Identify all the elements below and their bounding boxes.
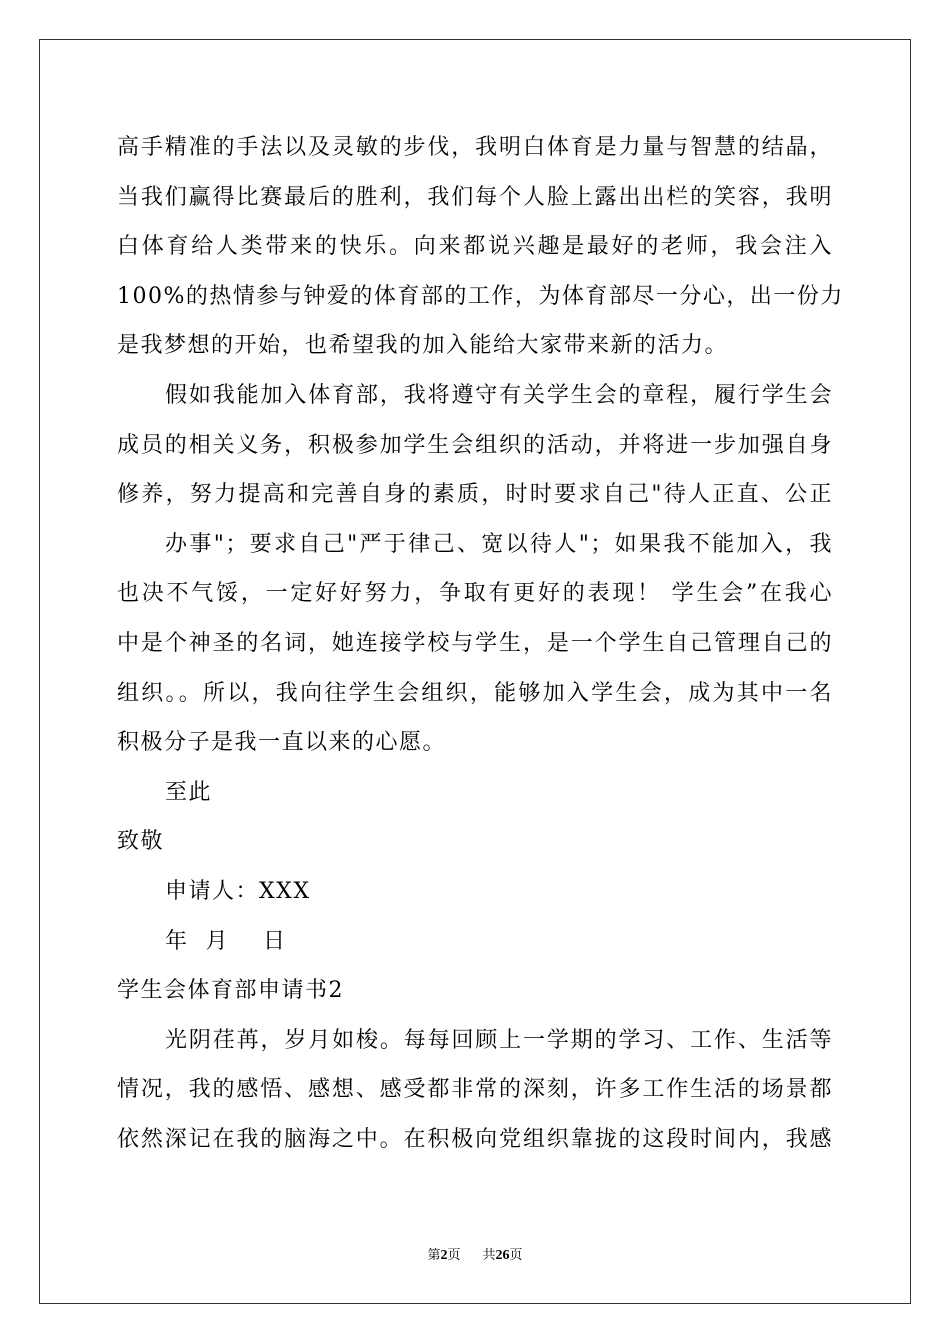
applicant-name: 申请人：XXX: [165, 878, 311, 904]
total-suffix: 页: [509, 1248, 523, 1263]
text-line: 100%的热情参与钟爱的体育部的工作，为体育部尽一分心，出一份力: [117, 283, 844, 309]
text-line: 情况，我的感悟、感想、感受都非常的深刻，许多工作生活的场景都: [117, 1077, 833, 1103]
text-line: 假如我能加入体育部，我将遵守有关学生会的章程，履行学生会: [165, 382, 833, 408]
page-number: 2: [440, 1248, 448, 1263]
date-line: 年 月 日: [165, 928, 287, 954]
page-prefix: 第: [427, 1248, 441, 1263]
text-line: 成员的相关义务，积极参加学生会组织的活动，并将进一步加强自身: [117, 432, 833, 458]
closing-phrase: 至此: [165, 779, 213, 805]
text-line: 也决不气馁，一定好好努力，争取有更好的表现！ 学生会”在我心: [117, 581, 833, 607]
page-footer: [0, 1246, 950, 1266]
text-line: 光阴荏苒，岁月如梭。每每回顾上一学期的学习、工作、生活等: [165, 1027, 833, 1053]
text-line: 是我梦想的开始，也希望我的加入能给大家带来新的活力。: [117, 333, 729, 359]
page-suffix: 页: [447, 1248, 461, 1263]
total-prefix: 共: [482, 1248, 496, 1263]
text-line: 办事"；要求自己"严于律己、宽以待人"；如果我不能加入，我: [165, 531, 833, 557]
text-line: 组织。。所以，我向往学生会组织，能够加入学生会，成为其中一名: [117, 680, 833, 706]
text-line: 中是个神圣的名词，她连接学校与学生，是一个学生自己管理自己的: [117, 630, 833, 656]
document-body: [117, 123, 844, 1164]
section-title: 学生会体育部申请书2: [117, 978, 344, 1004]
text-line: 当我们赢得比赛最后的胜利，我们每个人脸上露出出栏的笑容，我明: [117, 184, 833, 210]
salutation: 致敬: [117, 829, 165, 855]
text-line: 积极分子是我一直以来的心愿。: [117, 730, 447, 756]
text-line: 依然深记在我的脑海之中。在积极向党组织靠拢的这段时间内，我感: [117, 1126, 833, 1152]
text-line: 白体育给人类带来的快乐。向来都说兴趣是最好的老师，我会注入: [117, 234, 833, 260]
text-line: 高手精准的手法以及灵敏的步伐，我明白体育是力量与智慧的结晶，: [117, 135, 833, 160]
text-line: 修养，努力提高和完善自身的素质，时时要求自己"待人正直、公正: [117, 482, 833, 508]
total-pages: 26: [495, 1248, 510, 1263]
